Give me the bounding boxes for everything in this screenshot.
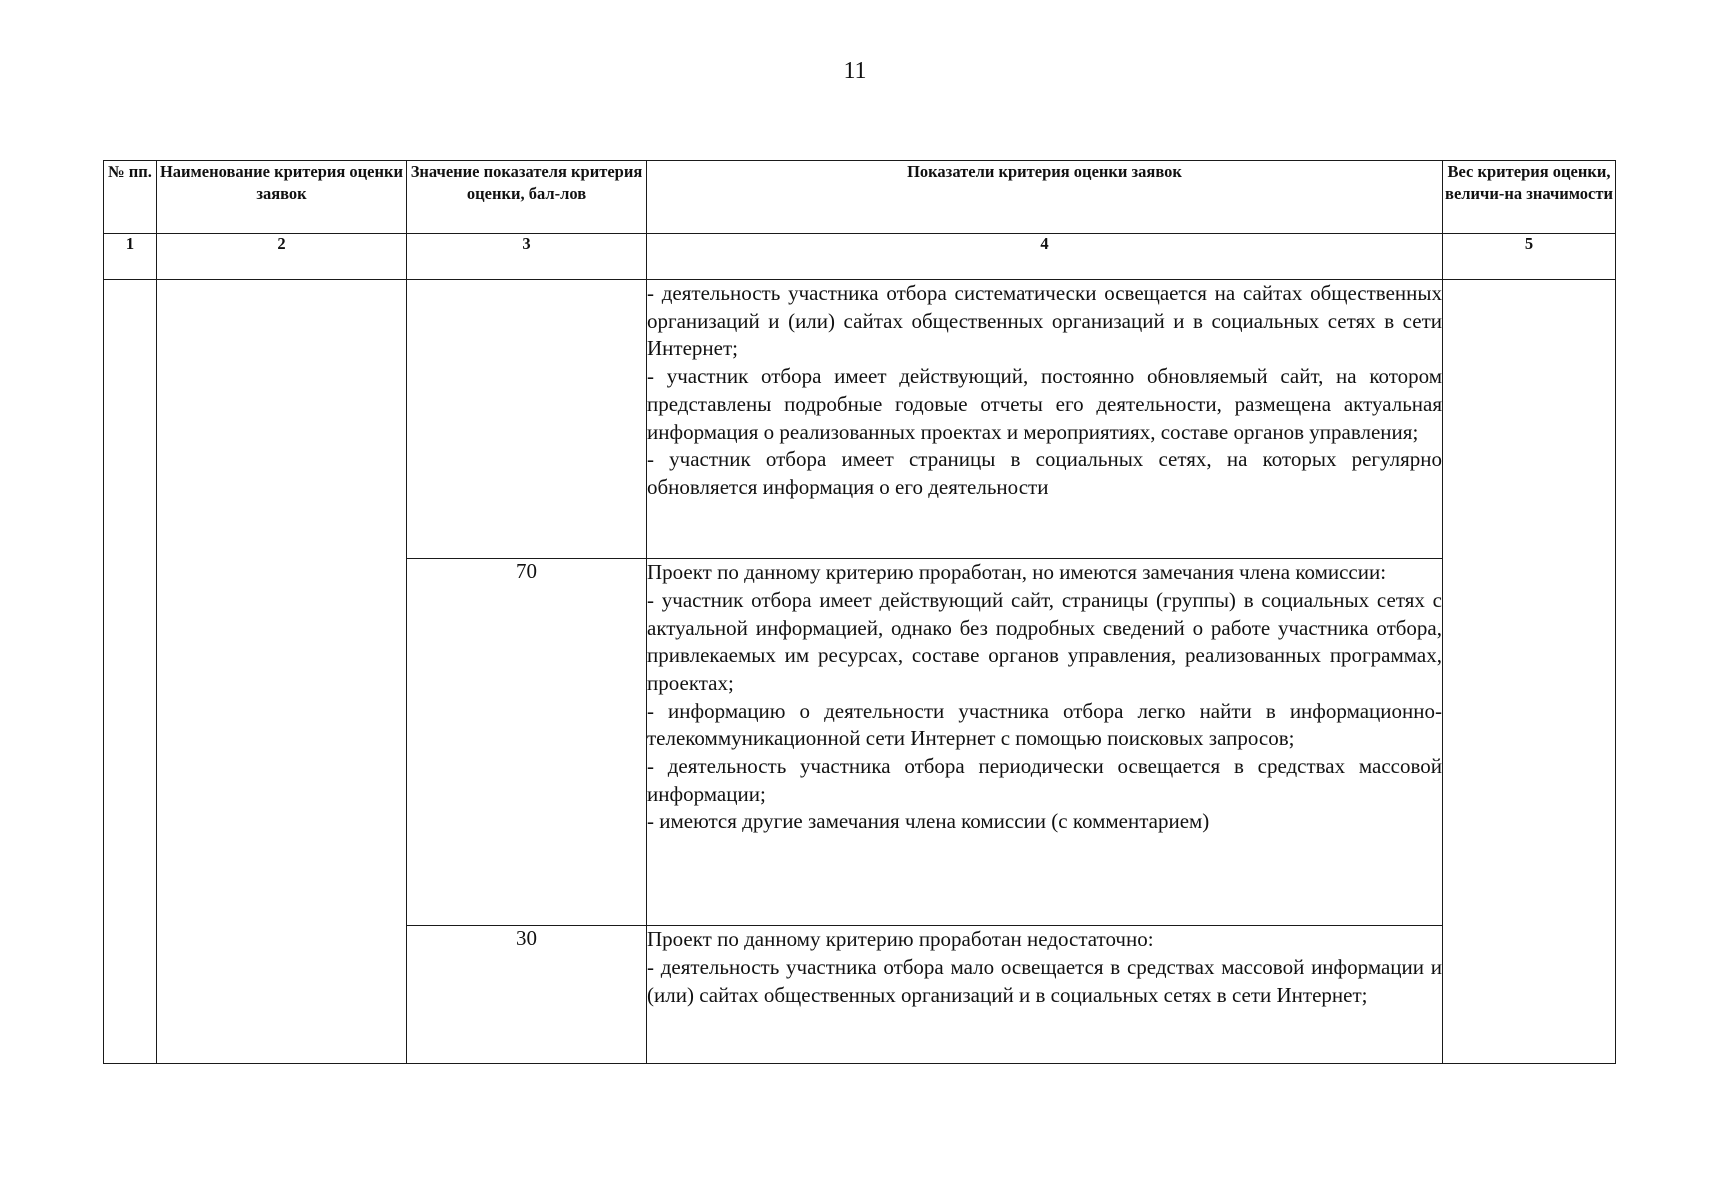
column-number-row	[104, 233, 1616, 279]
table-header-row	[104, 161, 1616, 234]
number-cell	[104, 280, 157, 1064]
score-cell: 30	[407, 926, 647, 1064]
column-number: 4	[647, 233, 1443, 279]
indicators-cell	[647, 926, 1443, 1064]
indicator-line: - информацию о деятельности участника отбора легко найти в информационно-телекоммуникационной сети Интернет с помощью поисковых запросов;	[647, 698, 1442, 751]
header-criterion-name: Наименование критерия оценки заявок	[157, 161, 407, 234]
indicator-line: Проект по данному критерию проработан, но имеются замечания члена комиссии:	[647, 560, 1387, 585]
indicators-cell	[647, 280, 1443, 559]
page-number: 11	[843, 58, 867, 84]
indicator-line: - участник отбора имеет действующий сайт, страницы (группы) в социальных сетях с актуальной информацией, однако без подробных сведений о работе участника отбора, привлекаемых им ресурсах, составе органов управления, реализованных программах, проектах;	[647, 587, 1442, 695]
score-cell: 70	[407, 559, 647, 926]
indicators-cell	[647, 559, 1443, 926]
indicator-line: - деятельность участника отбора мало освещается в средствах массовой информации и (или) сайтах общественных организаций и в социальных сетях в сети Интернет;	[647, 955, 1442, 1007]
column-number: 1	[104, 233, 157, 279]
criteria-table	[103, 160, 1616, 1064]
criterion-name-cell	[157, 280, 407, 1064]
indicator-line: - имеются другие замечания члена комиссии (с комментарием)	[647, 809, 1210, 834]
indicator-line: - участник отбора имеет страницы в социальных сетях, на которых регулярно обновляется информация о его деятельности	[647, 447, 1442, 499]
table-row	[104, 280, 1616, 559]
indicator-line: - деятельность участника отбора систематически освещается на сайтах общественных организаций и (или) сайтах общественных организаций и в социальных сетях в сети Интернет;	[647, 281, 1442, 361]
header-number: № пп.	[104, 161, 157, 234]
score-cell	[407, 280, 647, 559]
column-number: 3	[407, 233, 647, 279]
column-number: 5	[1443, 233, 1616, 279]
indicator-line: - деятельность участника отбора периодически освещается в средствах массовой информации;	[647, 754, 1442, 806]
column-number: 2	[157, 233, 407, 279]
indicator-line: - участник отбора имеет действующий, постоянно обновляемый сайт, на котором представлены подробные годовые отчеты его деятельности, размещена актуальная информация о реализованных проектах и мероприятиях, составе органов управления;	[647, 364, 1442, 444]
weight-cell	[1443, 280, 1616, 1064]
indicator-line: Проект по данному критерию проработан недостаточно:	[647, 927, 1154, 952]
header-indicator-value: Значение показателя критерия оценки, бал-лов	[407, 161, 647, 234]
header-indicators: Показатели критерия оценки заявок	[647, 161, 1443, 234]
header-weight: Вес критерия оценки, величи-на значимости	[1443, 161, 1616, 234]
